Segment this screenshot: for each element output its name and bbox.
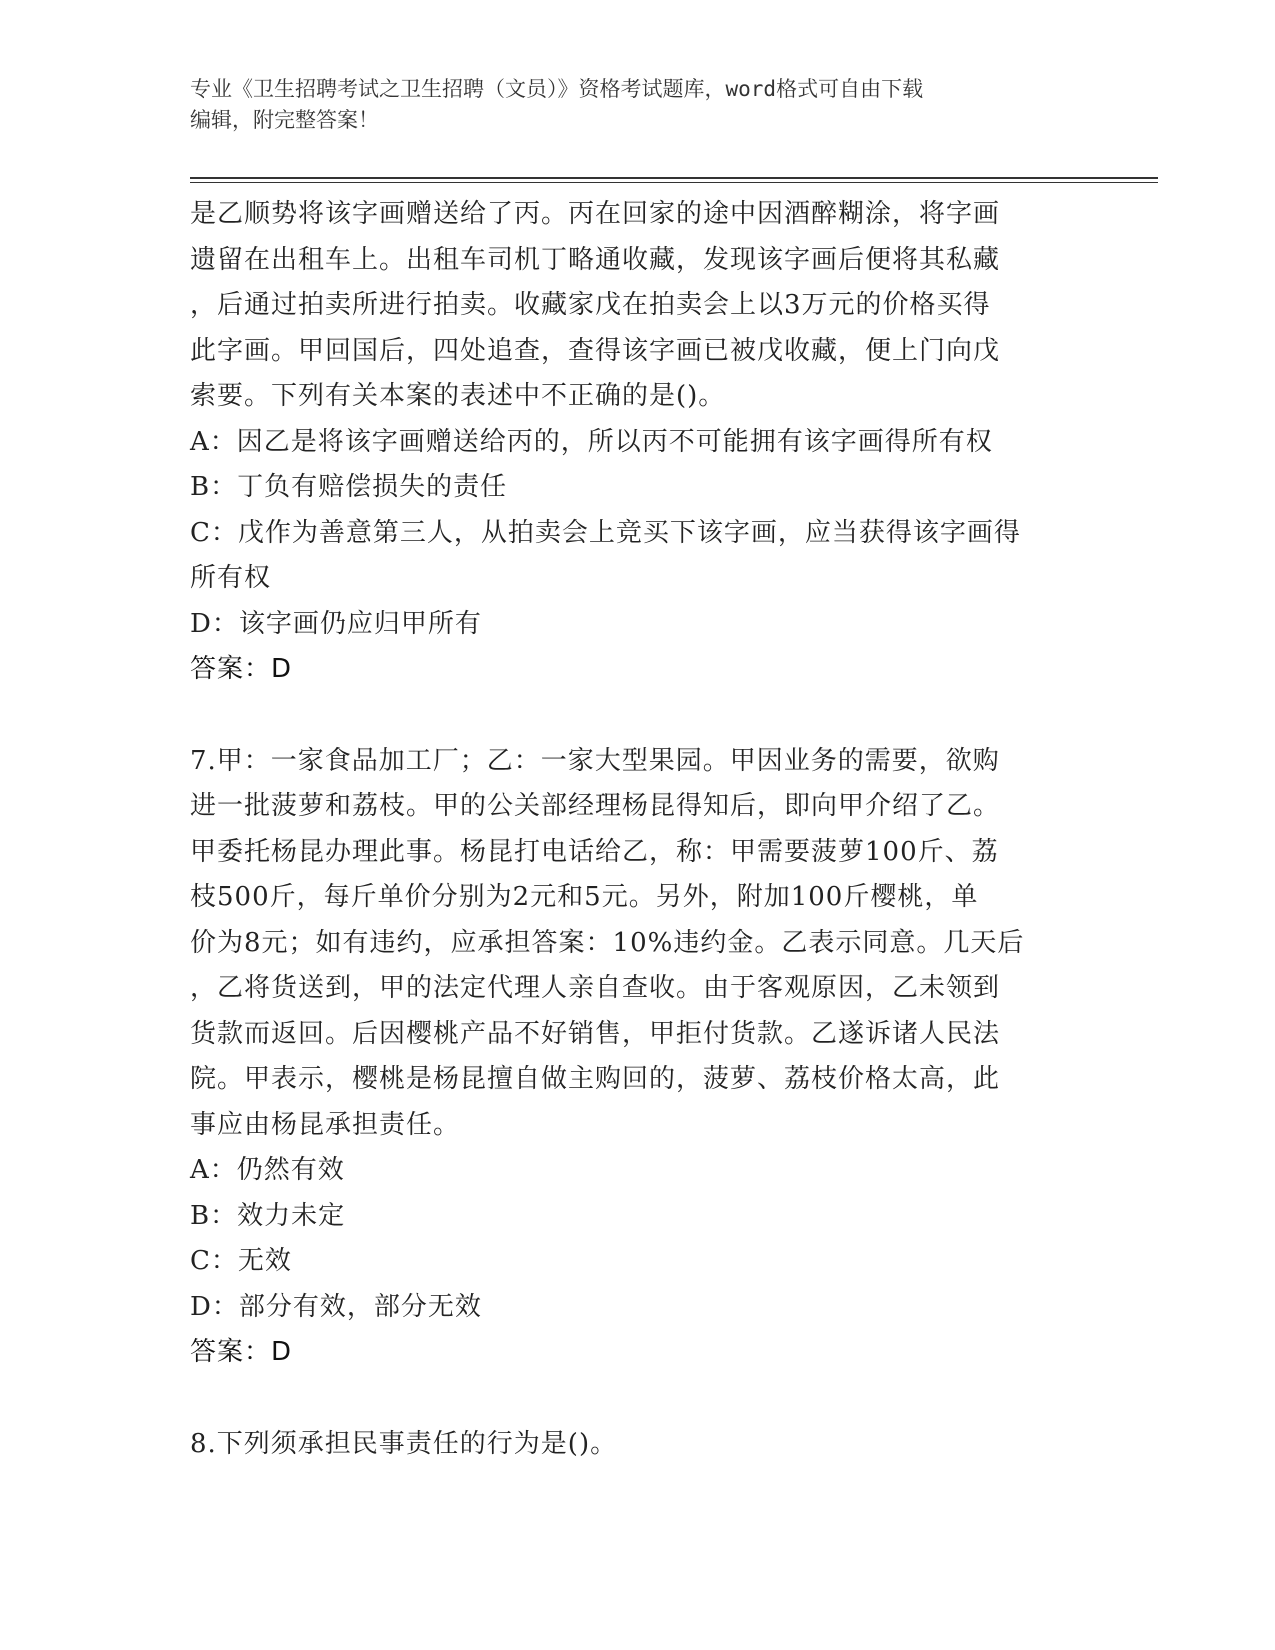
question-6 xyxy=(190,192,1090,693)
option-a: A：仍然有效 xyxy=(190,1155,345,1185)
question-7-line: 7.甲：一家食品加工厂；乙：一家大型果园。甲因业务的需要，欲购 xyxy=(190,745,1000,776)
question-7-line: 甲委托杨昆办理此事。杨昆打电话给乙，称：甲需要菠萝100斤、荔 xyxy=(190,836,999,867)
question-6-line: 遗留在出租车上。出租车司机丁略通收藏，发现该字画后便将其私藏 xyxy=(190,244,1001,275)
question-6-line: 索要。下列有关本案的表述中不正确的是()。 xyxy=(190,381,726,411)
question-spacer xyxy=(190,693,1090,739)
answer-label: 答案：D xyxy=(190,1337,293,1367)
option-a: A：因乙是将该字画赠送给丙的，所以丙不可能拥有该字画得所有权 xyxy=(190,426,993,457)
option-c-continued: 所有权 xyxy=(190,563,272,593)
option-b: B：丁负有赔偿损失的责任 xyxy=(190,472,508,502)
question-7-line: ，乙将货送到，甲的法定代理人亲自查收。由于客观原因，乙未领到 xyxy=(190,973,1001,1003)
header-line-1: 专业《卫生招聘考试之卫生招聘（文员）》资格考试题库，word格式可自由下载 xyxy=(190,77,924,101)
question-8 xyxy=(190,1422,1090,1468)
header-divider-thick xyxy=(190,177,1158,179)
question-7-line: 货款而返回。后因樱桃产品不好销售，甲拒付货款。乙遂诉诸人民法 xyxy=(190,1018,1001,1049)
question-6-line: 此字画。甲回国后，四处追查，查得该字画已被戊收藏，便上门向戊 xyxy=(190,335,1001,366)
question-6-line: 是乙顺势将该字画赠送给了丙。丙在回家的途中因酒醉糊涂，将字画 xyxy=(190,199,1001,229)
document-body xyxy=(190,192,1090,1467)
answer-label: 答案：D xyxy=(190,654,293,684)
option-d: D：部分有效，部分无效 xyxy=(190,1291,482,1322)
question-spacer xyxy=(190,1376,1090,1422)
option-c: C：戊作为善意第三人，从拍卖会上竞买下该字画，应当获得该字画得 xyxy=(190,517,1021,548)
option-c: C：无效 xyxy=(190,1246,292,1276)
question-7 xyxy=(190,739,1090,1376)
header-line-2: 编辑，附完整答案！ xyxy=(190,108,379,132)
question-7-line: 枝500斤，每斤单价分别为2元和5元。另外，附加100斤樱桃，单 xyxy=(190,882,979,912)
question-8-line: 8.下列须承担民事责任的行为是()。 xyxy=(190,1428,618,1459)
question-7-line: 价为8元；如有违约，应承担答案：10%违约金。乙表示同意。几天后 xyxy=(190,927,1025,958)
header-divider-thin xyxy=(190,182,1158,183)
question-6-line: ，后通过拍卖所进行拍卖。收藏家戊在拍卖会上以3万元的价格买得 xyxy=(190,290,991,320)
question-7-line: 事应由杨昆承担责任。 xyxy=(190,1109,461,1140)
option-b: B：效力未定 xyxy=(190,1200,346,1231)
question-7-line: 院。甲表示，樱桃是杨昆擅自做主购回的，菠萝、荔枝价格太高，此 xyxy=(190,1064,1001,1094)
document-header xyxy=(190,74,1090,136)
option-d: D：该字画仍应归甲所有 xyxy=(190,608,482,639)
question-7-line: 进一批菠萝和荔枝。甲的公关部经理杨昆得知后，即向甲介绍了乙。 xyxy=(190,791,1001,821)
